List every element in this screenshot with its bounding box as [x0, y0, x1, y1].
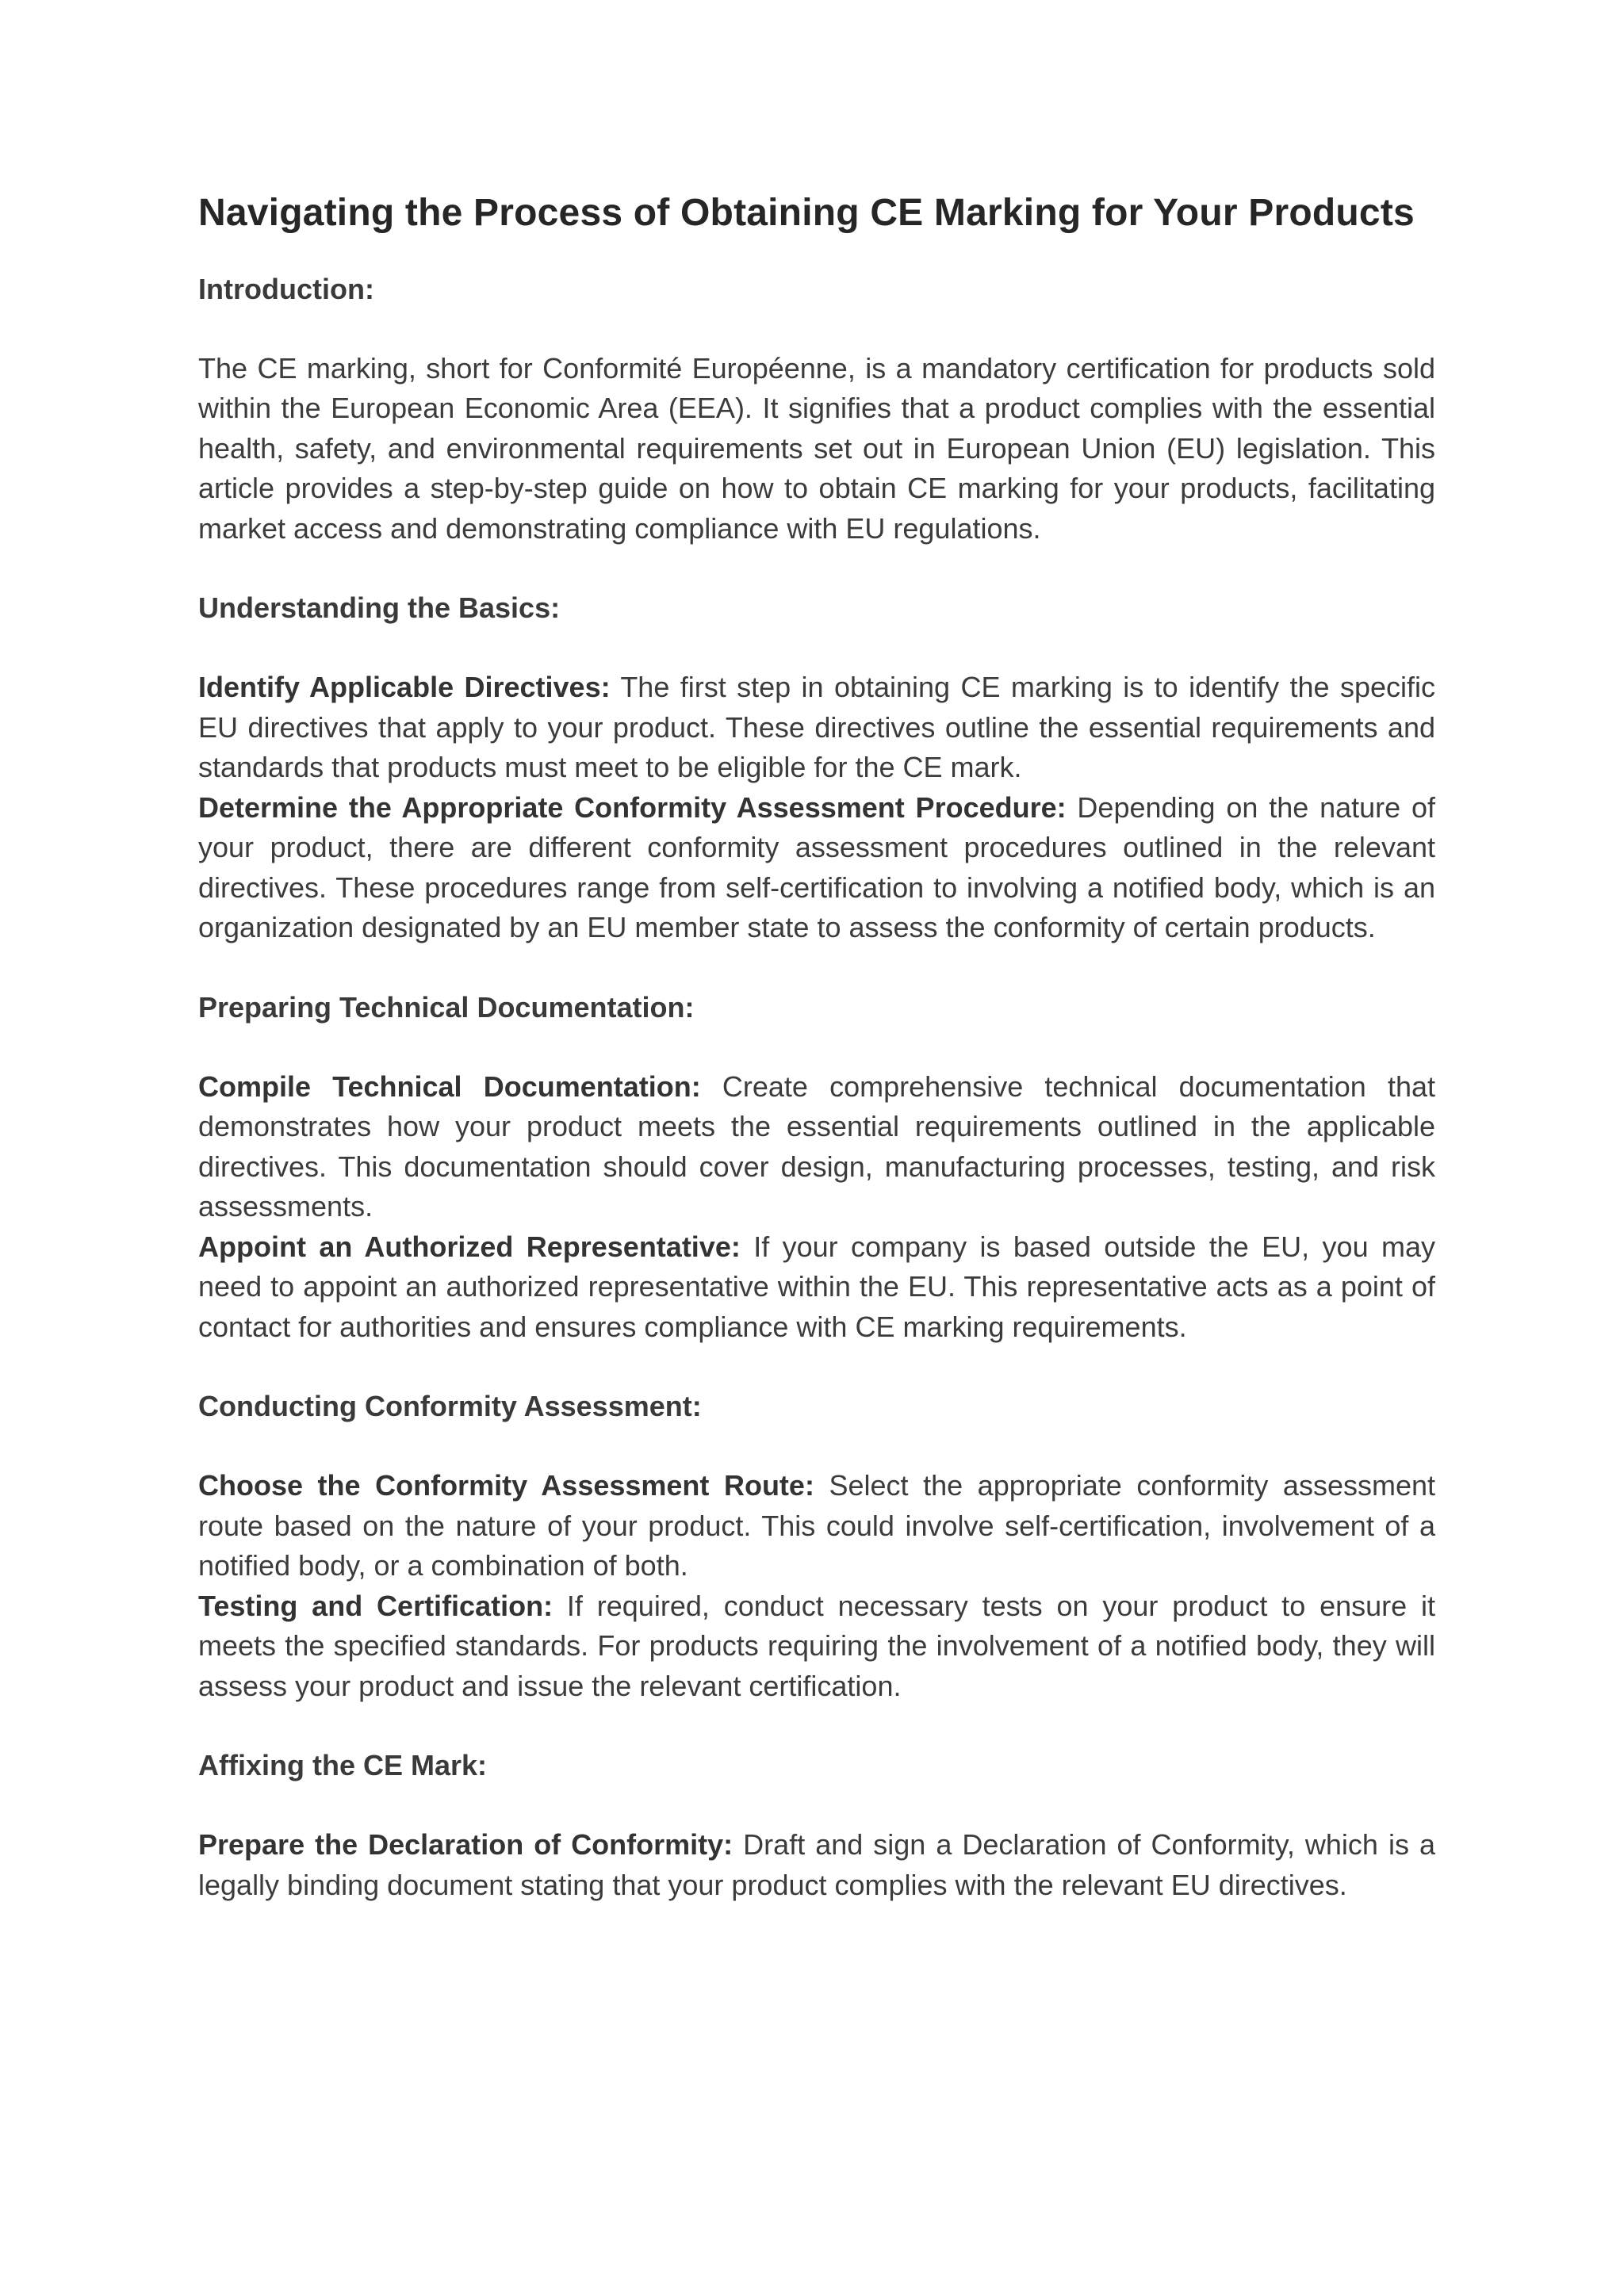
- item-term: Identify Applicable Directives:: [198, 671, 611, 704]
- item-term: Prepare the Declaration of Conformity:: [198, 1828, 733, 1862]
- section-heading-technical: Preparing Technical Documentation:: [198, 990, 695, 1024]
- item-text: Depending on the nature of your product, there are different conformity assessment procedures outlined in the relevant directives. These procedures range from self-certification to involving a notified body, which is an organization designated by an EU member state to assess the conformity of certain products.: [198, 790, 1435, 944]
- spacer: [198, 549, 1435, 588]
- affixing-item-declaration: [198, 1825, 1435, 1905]
- spacer: [198, 1347, 1435, 1387]
- item-text: If required, conduct necessary tests on your product to ensure it meets the specified standards. For products requiring the involvement of a notified body, they will assess your product and issue the relevant certification.: [198, 1589, 1435, 1702]
- assessment-item-route: [198, 1466, 1435, 1586]
- assessment-item-testing: [198, 1586, 1435, 1707]
- item-text: Create comprehensive technical documentation that demonstrates how your product meets the essential requirements outlined in the applicable directives. This documentation should cover design, manufacturing processes, testing, and risk assessments.: [198, 1070, 1435, 1223]
- section-heading-affixing: Affixing the CE Mark:: [198, 1749, 488, 1782]
- technical-item-compile-docs: [198, 1067, 1435, 1227]
- section-heading-introduction: Introduction:: [198, 272, 374, 305]
- technical-item-authorized-rep: [198, 1227, 1435, 1348]
- section-heading-basics: Understanding the Basics:: [198, 591, 561, 625]
- item-term: Compile Technical Documentation:: [198, 1070, 701, 1103]
- section-heading-assessment: Conducting Conformity Assessment:: [198, 1390, 702, 1423]
- basics-item-identify-directives: [198, 668, 1435, 788]
- item-text: The first step in obtaining CE marking is to identify the specific EU directives that apply to your product. These directives outline the essential requirements and standards that products must meet to be eligible for the CE mark.: [198, 671, 1435, 784]
- basics-item-conformity-procedure: [198, 788, 1435, 948]
- item-term: Testing and Certification:: [198, 1589, 553, 1622]
- document-body: [198, 190, 1435, 1905]
- item-term: Appoint an Authorized Representative:: [198, 1230, 741, 1263]
- spacer: [198, 1706, 1435, 1746]
- item-term: Determine the Appropriate Conformity Assessment Procedure:: [198, 790, 1067, 824]
- page-title: Navigating the Process of Obtaining CE Marking for Your Products: [198, 192, 1415, 234]
- item-term: Choose the Conformity Assessment Route:: [198, 1469, 814, 1502]
- spacer: [198, 948, 1435, 988]
- introduction-paragraph: The CE marking, short for Conformité Européenne, is a mandatory certification for products sold within the European Economic Area (EEA). It signifies that a product complies with the essential health, safety, and environmental requirements set out in European Union (EU) legislation. This article provides a step-by-step guide on how to obtain CE marking for your products, facilitating market access and demonstrating compliance with EU regulations.: [198, 351, 1435, 545]
- item-text: Select the appropriate conformity assessment route based on the nature of your product. This could involve self-certification, involvement of a notified body, or a combination of both.: [198, 1469, 1436, 1582]
- item-text: If your company is based outside the EU, you may need to appoint an authorized representative within the EU. This representative acts as a point of contact for authorities and ensures compliance with CE marking requirements.: [198, 1230, 1435, 1343]
- item-text: Draft and sign a Declaration of Conformity, which is a legally binding document stating that your product complies with the relevant EU directives.: [198, 1828, 1435, 1901]
